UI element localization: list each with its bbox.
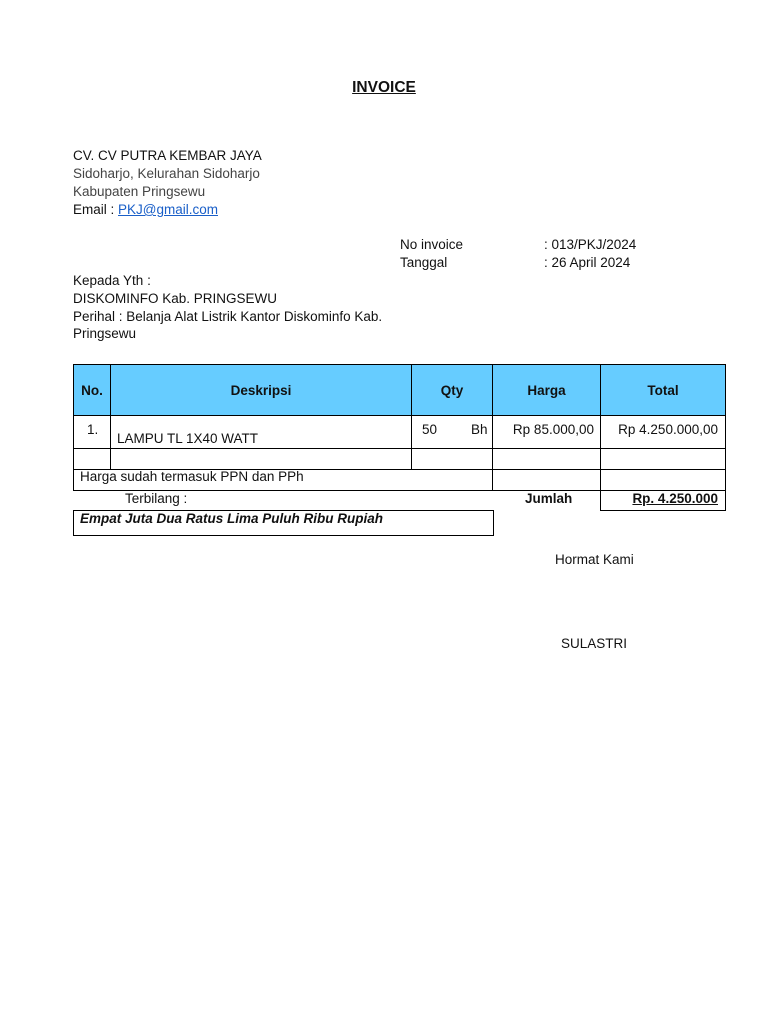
row-qty: 50 — [422, 422, 438, 437]
invoice-number-value: : 013/PKJ/2024 — [544, 237, 637, 252]
row-unit: Bh — [471, 422, 488, 437]
company-address-line2: Kabupaten Pringsewu — [73, 184, 206, 199]
signatory-name: SULASTRI — [561, 636, 628, 651]
subject-line-2: Pringsewu — [73, 326, 137, 341]
header-qty: Qty — [440, 382, 464, 398]
invoice-title: INVOICE — [352, 79, 416, 96]
invoice-number-label: No invoice — [400, 237, 464, 252]
row-no: 1. — [87, 422, 99, 437]
recipient-name: DISKOMINFO Kab. PRINGSEWU — [73, 291, 278, 306]
row-total: Rp 4.250.000,00 — [618, 422, 718, 437]
subject-line-1: Perihal : Belanja Alat Listrik Kantor Diskominfo Kab. — [73, 309, 383, 324]
email-link[interactable]: PKJ@gmail.com — [118, 202, 218, 217]
company-address-line1: Sidoharjo, Kelurahan Sidoharjo — [73, 166, 260, 181]
amount-in-words: Empat Juta Dua Ratus Lima Puluh Ribu Rupiah — [80, 511, 384, 526]
invoice-date-label: Tanggal — [400, 255, 448, 270]
header-no: No. — [81, 382, 103, 398]
header-price: Harga — [527, 382, 566, 398]
jumlah-label: Jumlah — [525, 491, 573, 506]
header-description: Deskripsi — [230, 382, 292, 398]
invoice-date-value: : 26 April 2024 — [544, 255, 631, 270]
email-label: Email : — [73, 202, 119, 217]
header-total: Total — [647, 382, 679, 398]
jumlah-value: Rp. 4.250.000 — [632, 491, 718, 506]
closing-text: Hormat Kami — [555, 552, 634, 567]
company-name: CV. CV PUTRA KEMBAR JAYA — [73, 148, 262, 163]
recipient-greeting: Kepada Yth : — [73, 273, 151, 288]
row-description: LAMPU TL 1X40 WATT — [117, 431, 259, 446]
row-price: Rp 85.000,00 — [512, 422, 594, 437]
company-email-row — [73, 202, 218, 217]
terbilang-label: Terbilang : — [125, 491, 188, 506]
tax-note: Harga sudah termasuk PPN dan PPh — [80, 469, 304, 484]
